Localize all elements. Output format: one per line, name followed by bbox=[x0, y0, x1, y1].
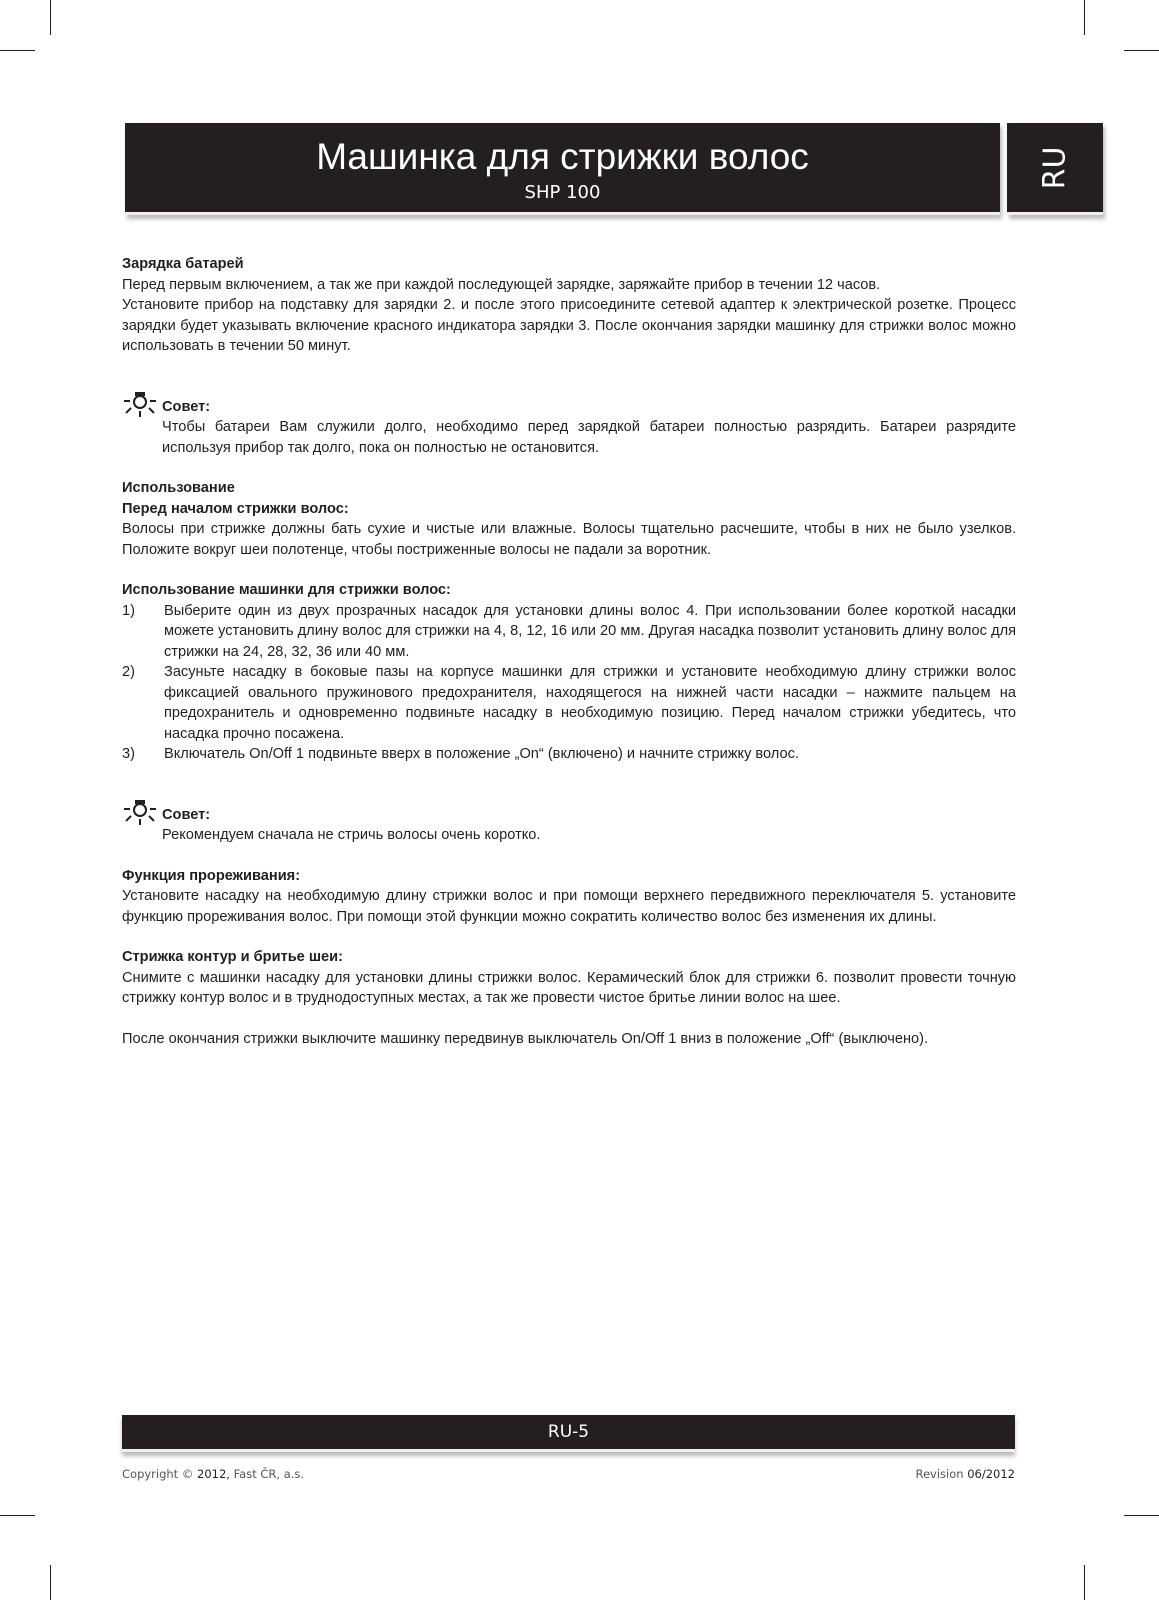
crop-mark bbox=[1124, 1515, 1159, 1516]
paragraph: Перед первым включением, а так же при каждой последующей зарядке, заряжайте прибор в течении 12 часов. bbox=[122, 276, 881, 293]
item-text: Засуньте насадку в боковые пазы на корпусе машинки для стрижки и установите необходимую длину стрижки волос фиксацией овального пружинового предохранителя, находящегося на нижней части насадки – нажмите пальцем на предохранитель и одновременно подвиньте насадку в необходимую позицию. Перед началом стрижки убедитесь, что насадка прочно посажена. bbox=[164, 664, 1016, 742]
crop-mark bbox=[1084, 0, 1085, 35]
instruction-list bbox=[122, 601, 1016, 765]
list-item bbox=[122, 744, 1016, 765]
model-number: SHP 100 bbox=[524, 182, 601, 203]
crop-mark bbox=[1124, 50, 1159, 51]
item-number: 1) bbox=[122, 602, 135, 619]
copyright-year: 2012, bbox=[197, 1467, 230, 1481]
list-item bbox=[122, 601, 1016, 663]
revision bbox=[916, 1467, 1016, 1481]
tip-box bbox=[122, 397, 1016, 459]
page-number-bar bbox=[122, 1415, 1015, 1452]
section-heading: Стрижка контур и бритье шеи: bbox=[122, 949, 343, 965]
copyright-prefix: Copyright © bbox=[122, 1467, 194, 1481]
tip-text: Рекомендуем сначала не стричь волосы очень коротко. bbox=[162, 827, 541, 843]
item-text: Выберите один из двух прозрачных насадок для установки длины волос 4. При использовании более короткой насадки можете установить длину волос для стрижки на 4, 8, 12, 16 или 20 мм. Другая насадка позволит установить длину волос для стрижки на 24, 28, 32, 36 или 40 мм. bbox=[164, 602, 1016, 660]
copyright bbox=[122, 1467, 304, 1481]
section-heading: Функция прореживания: bbox=[122, 867, 301, 884]
section-heading: Использование машинки для стрижки волос: bbox=[122, 582, 451, 598]
lightbulb-icon bbox=[122, 391, 158, 419]
paragraph: Установите прибор на подставку для зарядки 2. и после этого присоедините сетевой адаптер к электрической розетке. Процесс зарядки будет указывать включение красного индикатора зарядки 3. После окончания зарядки машинку для стрижки волос можно использовать в течении 50 минут. bbox=[122, 297, 1016, 354]
paragraph: После окончания стрижки выключите машинку передвинув выключатель On/Off 1 вниз в положение „Off“ (выключено). bbox=[122, 1030, 929, 1047]
section-heading: Использование bbox=[122, 480, 235, 496]
revision-label: Revision bbox=[915, 1467, 964, 1481]
body-text bbox=[122, 254, 1016, 1049]
tip-box bbox=[122, 805, 1016, 846]
paragraph: Снимите с машинки насадку для установки длины стрижки волос. Керамический блок для стрижки 6. позволит провести точную стрижку контур волос и в труднодоступных местах, а так же провести чистое бритье линии волос на шее. bbox=[122, 969, 1016, 1006]
section-heading: Зарядка батарей bbox=[122, 256, 244, 272]
title-banner bbox=[125, 123, 1000, 215]
tip-label: Совет: bbox=[162, 398, 211, 415]
crop-mark bbox=[50, 1565, 51, 1600]
tip-text: Чтобы батареи Вам служили долго, необходимо перед зарядкой батареи полностью разрядить. Батареи разрядите используя прибор так долго, пока он полностью не остановится. bbox=[162, 419, 1016, 456]
item-text: Включатель On/Off 1 подвиньте вверх в положение „On“ (включено) и начните стрижку волос. bbox=[164, 746, 799, 762]
section-subheading: Перед началом стрижки волос: bbox=[122, 500, 349, 517]
revision-value: 06/2012 bbox=[967, 1467, 1015, 1481]
paragraph: Установите насадку на необходимую длину стрижки волос и при помощи верхнего передвижного переключателя 5. установите функцию прореживания волос. При помощи этой функции можно сократить количество волос без изменения их длины. bbox=[122, 888, 1016, 925]
list-item bbox=[122, 662, 1016, 744]
item-number: 3) bbox=[122, 746, 135, 762]
page-title: Машинка для стрижки волос bbox=[316, 136, 809, 177]
crop-mark bbox=[1084, 1565, 1085, 1600]
paragraph: Волосы при стрижке должны бать сухие и чистые или влажные. Волосы тщательно расчешите, чтобы в них не было узелков. Положите вокруг шеи полотенце, чтобы постриженные волосы не падали за воротник. bbox=[122, 521, 1016, 558]
crop-mark bbox=[0, 50, 35, 51]
page-number: RU-5 bbox=[547, 1422, 590, 1442]
lightbulb-icon bbox=[122, 799, 158, 827]
crop-mark bbox=[50, 0, 51, 35]
language-tab bbox=[1007, 123, 1103, 215]
copyright-company: Fast ČR, a.s. bbox=[233, 1467, 305, 1481]
language-code: RU bbox=[1037, 146, 1073, 189]
crop-mark bbox=[0, 1515, 35, 1516]
item-number: 2) bbox=[122, 664, 135, 680]
tip-label: Совет: bbox=[162, 806, 211, 823]
